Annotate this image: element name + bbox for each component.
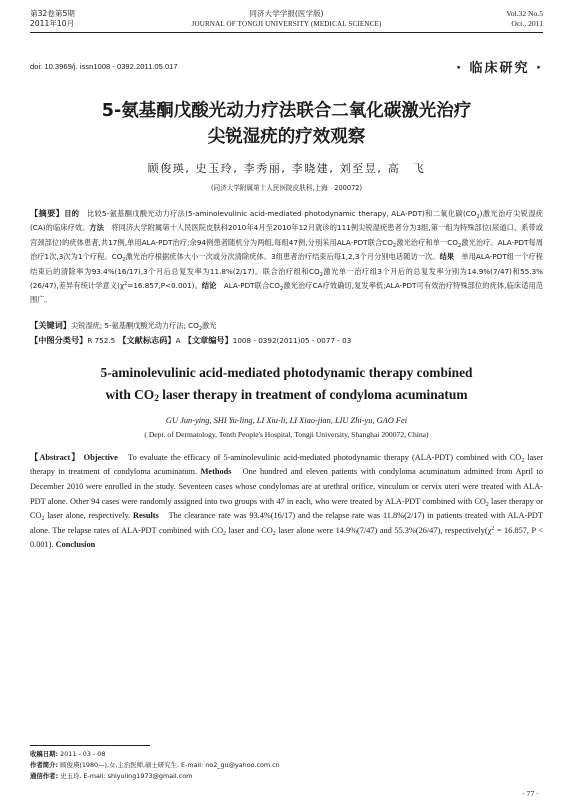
doc-code-label: 【文献标志码】 [122, 334, 176, 345]
title-cn-line-2: 尖锐湿疣的疗效观察 [207, 127, 366, 147]
received-date: 收稿日期: 2011 - 03 - 08 [30, 750, 106, 758]
results-label-cn: 结果 [439, 252, 455, 262]
methods-label-cn: 方法 [89, 223, 104, 233]
clc-value: R 752.5 [87, 335, 116, 345]
header-rule [30, 32, 543, 33]
corresponding-author: 通信作者: 史玉玲. E-mail: shiyuling1973@gmail.com [30, 772, 193, 780]
keywords-line: 【关键词】尖锐湿疣; 5-氨基酮戊酸光动力疗法; $CO_2$激光 [30, 319, 217, 332]
volume-issue-en: Vol.32 No.5 [506, 9, 543, 18]
footnote-rule [30, 745, 150, 746]
affiliation-en: ( Dept. of Dermatology, Tenth People's Hospital, Tongji University, Shanghai 200072, China) [144, 429, 429, 439]
objective-label-en: Objective [83, 452, 118, 462]
clc-label: 【中图分类号】 [30, 334, 88, 345]
results-cn-text: 单用ALA-PDT组一个疗程结束后的清除率为93.4%(16/17),3个月后总复发率为11.8%(2/17)。联合治疗组和CO [30, 252, 543, 276]
journal-title-en: JOURNAL OF TONGJI UNIVERSITY (MEDICAL SCIENCE) [191, 20, 382, 28]
title-cn-line-1: 5-氨基酮戊酸光动力疗法联合二氧化碳激光治疗 [101, 101, 472, 121]
keywords-label: 【关键词】 [30, 319, 71, 330]
article-title-cn [30, 98, 543, 150]
conclusion-cn-text: ALA-PDT联合CO [216, 281, 280, 291]
date-cn: 2011年10月 [30, 19, 75, 28]
doc-code-value: A [175, 335, 181, 345]
article-title-en [30, 362, 543, 406]
keywords-text: 尖锐湿疣; 5-氨基酮戊酸光动力疗法; CO [70, 320, 199, 330]
page-number: · 77 · [522, 789, 539, 798]
objective-en-text: To evaluate the efficacy of 5-aminolevulinic acid-mediated photodynamic therapy (ALA-PDT) combined with CO [117, 452, 522, 462]
methods-cn-text: 将同济大学附属第十人民医院皮肤科2010年4月至2010年12月就诊的111例尖锐湿疣患者分为3组,第一组为特殊部位(尿道口、系带或宫颈部位)的疣体患者,共17例,单用ALA-PDT治疗;余94例患者随机分为两组,每组47例,分别采用ALA-PDT联合CO [30, 223, 543, 247]
results-label-en: Results [132, 511, 159, 521]
journal-title-cn: 同济大学学报(医学版) [249, 9, 324, 18]
abstract-en: 【Abstract】 Objective To evaluate the efficacy of 5-aminolevulinic acid-mediated photodynamic therapy (ALA-PDT) combined with $CO_2$ laser therapy in treatment of condyloma acuminatum. Methods One hundred and eleven patients with condyloma acuminatum admitted from April to December 2010 were enrolled in the study. Seventeen cases whose condylomas are at urethral orifice, vinculum or cervix uteri were treated with ALA-PDT alone. Other 94 cases were randomly assigned into two groups with 47 in each, who were treated by ALA-PDT combined with $CO_2$ laser therapy or $CO_2$ laser alone, respectively. Results The clearance rate was 93.4%(16/17) and the relapse rate was 11.8%(2/17) in patients treated with ALA-PDT alone. The relapse rates of ALA-PDT combined with $CO_2$ laser and $CO_2$ laser alone were 14.9%(7/47) and 55.3%(26/47), $respectively(\chi^2 = 16.857$, P < 0.001). Conclusion [30, 452, 544, 550]
methods-en-text: One hundred and eleven patients with condyloma acuminatum admitted from April to December 2010 were enrolled in the study. Seventeen cases whose condylomas are at urethral orifice, vinculum or cervix uteri were treated with ALA-PDT alone. Other 94 cases were randomly assigned into two groups with 47 in each, who were treated by ALA-PDT combined with CO [30, 467, 543, 506]
affiliation-cn: (同济大学附属第十人民医院皮肤科,上海 200072) [210, 184, 363, 192]
footnotes [30, 745, 543, 782]
authors-en: GU Jun-ying, SHI Yu-ling, LI Xiu-li, LI Xiao-jian, LIU Zhi-yu, GAO Fei [165, 415, 408, 425]
methods-label-en: Methods [200, 467, 232, 477]
article-number-value: 1008 - 0392(2011)05 - 0077 - 03 [232, 335, 352, 345]
authors-cn: 顾俊瑛, 史玉玲, 李秀丽, 李晓建, 刘至昱, 高 飞 [147, 162, 426, 175]
date-en: Oct., 2011 [511, 19, 543, 28]
doi: doi: 10.3969/j. issn1008 - 0392.2011.05.017 [30, 62, 178, 71]
title-en-line-2: with $CO_2$ laser therapy in treatment of condyloma acuminatum [105, 386, 468, 404]
keywords-block [30, 318, 543, 348]
results-en-text: The clearance rate was 93.4%(16/17) and the relapse rate was 11.8%(2/17) in patients treated with ALA-PDT alone. The relapse rates of ALA-PDT combined with CO [30, 511, 543, 535]
section-tag: · 临床研究 · [456, 61, 543, 76]
running-header [30, 0, 543, 29]
doi-row [30, 57, 543, 76]
abstract-en-label: 【Abstract】 [30, 452, 81, 462]
volume-issue-cn: 第32卷第5期 [30, 9, 75, 18]
header-right [393, 9, 543, 29]
objective-label-cn: 目的 [64, 209, 80, 218]
abstract-cn-label: 【摘要】 [30, 208, 65, 218]
header-center [180, 9, 393, 29]
abstract-cn: 【摘要】目的 比较5-氨基酮戊酸光动力疗法(5-aminolevulinic acid-mediated photodynamic therapy, ALA-PDT)和二氧化碳$(CO_2)$激光治疗尖锐湿疣(CA)的临床疗效。方法 将同济大学附属第十人民医院皮肤科2010年4月至2010年12月就诊的111例尖锐湿疣患者分为3组,第一组为特殊部位(尿道口、系带或宫颈部位)的疣体患者,共17例,单用ALA-PDT治疗;余94例患者随机分为两组,每组47例,分别采用ALA-PDT联合$CO_2$激光治疗和单一$CO_2$激光治疗。ALA-PDT每周治疗1次,3次为1个疗程。$CO_2$激光治疗根据疣体大小一次或分次清除疣体。3组患者治疗结束后每1,2,3个月分别电话随访一次。结果 单用ALA-PDT组一个疗程结束后的清除率为93.4%(16/17),3个月后总复发率为11.8%(2/17)。联合治疗组和$CO_2$激光单一治疗组3个月后的总复发率分别为14.9%(7/47)和55.3%(26/47),差异有统计学意义$(\chi^2=16.857,P<0.001)$。结论 ALA-PDT联合$CO_2$激光治疗CA疗效确切,复发率低;ALA-PDT可有效治疗特殊部位的疣体,临床适用范围广。 [30, 208, 543, 305]
header-left [30, 9, 180, 29]
article-number-label: 【文章编号】 [187, 334, 233, 345]
author-bio: 作者简介: 顾俊瑛(1980—),女,主治医师,硕士研究生. E-mail: no2_gu@yahoo.com.cn [30, 761, 280, 769]
objective-cn-text: 比较5-氨基酮戊酸光动力疗法(5-aminolevulinic acid-mediated photodynamic therapy, ALA-PDT)和二氧化碳(CO [79, 209, 477, 218]
classification-line [30, 333, 543, 348]
conclusion-label-en: Conclusion [55, 540, 96, 550]
title-en-line-1: 5-aminolevulinic acid-mediated photodynamic therapy combined [100, 364, 473, 380]
conclusion-label-cn: 结论 [201, 281, 217, 291]
